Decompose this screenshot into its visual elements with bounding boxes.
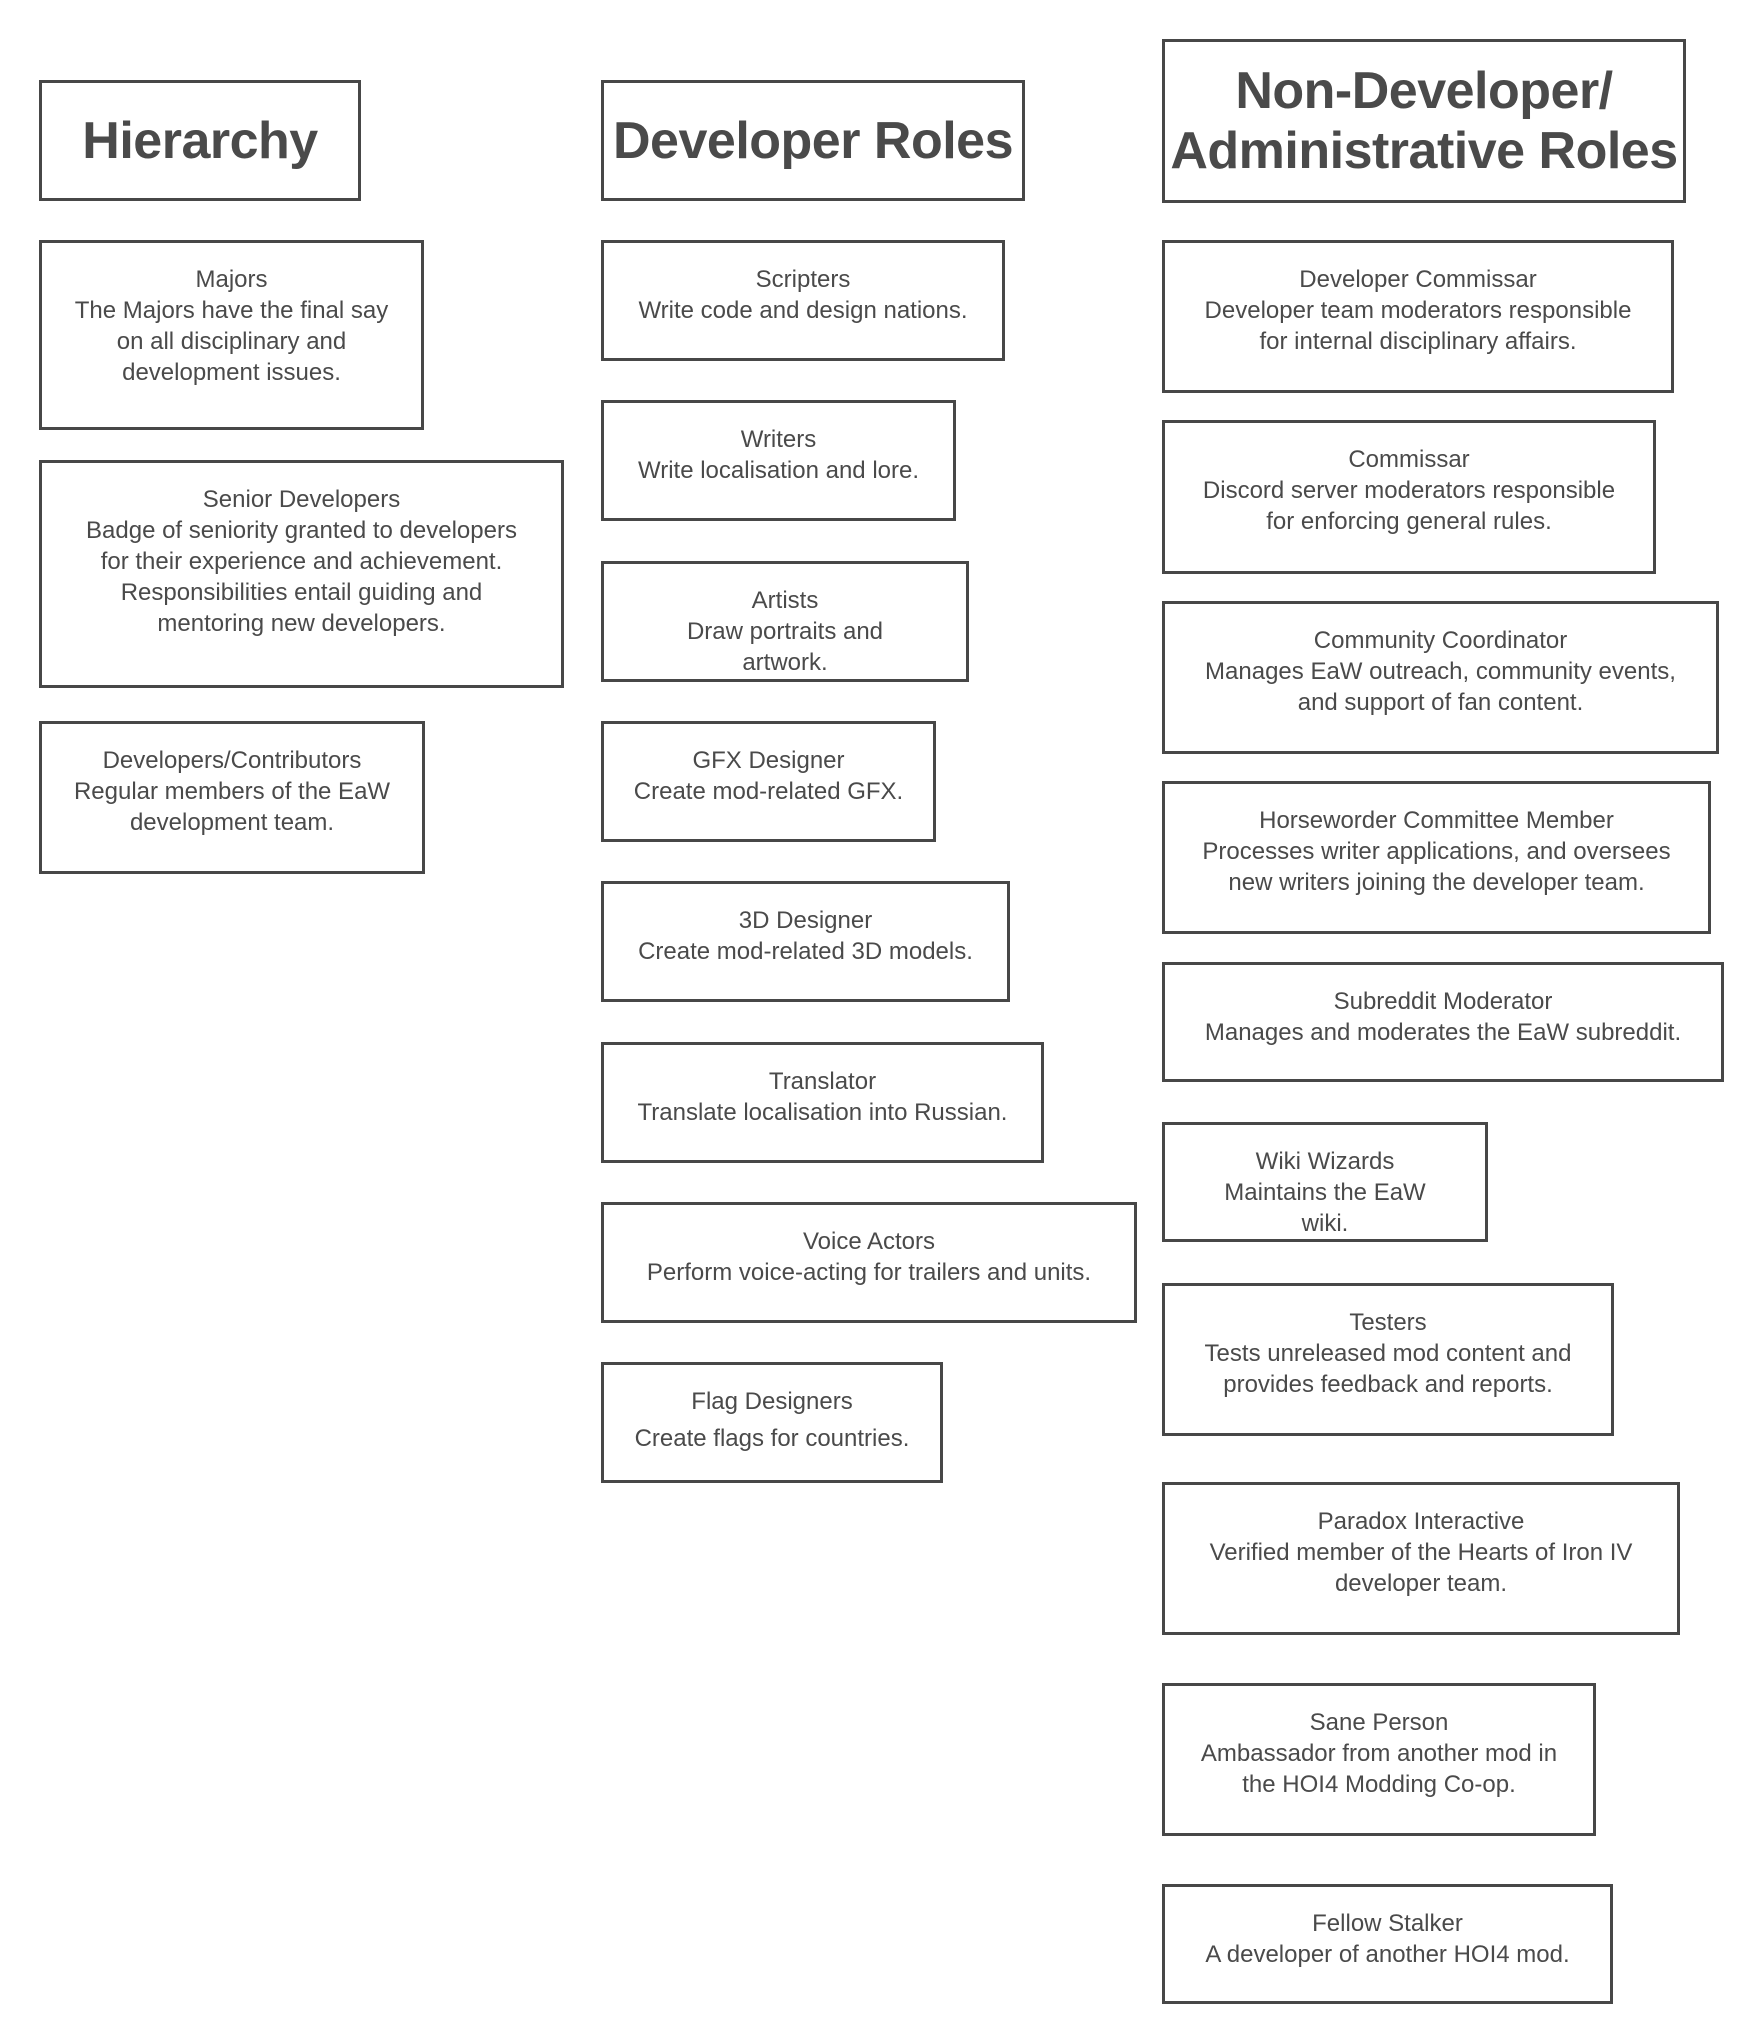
role-title: Scripters	[755, 266, 851, 293]
role-card	[601, 721, 936, 842]
role-card	[601, 1042, 1044, 1163]
role-title: Community Coordinator	[1313, 627, 1568, 654]
role-card	[39, 460, 564, 688]
role-card	[601, 1362, 943, 1483]
role-card	[1162, 420, 1656, 574]
role-title: Writers	[740, 426, 817, 453]
role-title: Sane Person	[1309, 1709, 1449, 1736]
role-description: Create mod-related GFX.	[633, 778, 904, 805]
role-title: Horseworder Committee Member	[1259, 807, 1614, 834]
role-card	[1162, 601, 1719, 754]
role-title: Majors	[195, 266, 268, 293]
role-description: Ambassador from another mod in the HOI4 Modding Co-op.	[1200, 1740, 1558, 1798]
role-description: Create mod-related 3D models.	[638, 938, 973, 965]
role-title: Translator	[768, 1068, 877, 1095]
role-card	[601, 881, 1010, 1002]
role-description: The Majors have the final say on all disciplinary and development issues.	[74, 297, 389, 386]
role-card	[1162, 240, 1674, 393]
role-description: Write code and design nations.	[638, 297, 968, 324]
role-card	[1162, 1683, 1596, 1836]
admin-roles-header: Non-Developer/ Administrative Roles	[1162, 39, 1686, 203]
role-title: Senior Developers	[202, 486, 401, 513]
role-card	[1162, 1122, 1488, 1242]
role-card	[1162, 1283, 1614, 1436]
role-card	[39, 240, 424, 430]
role-title: Flag Designers	[691, 1388, 853, 1415]
role-title: Testers	[1349, 1309, 1427, 1336]
role-description: Badge of seniority granted to developers for their experience and achievement. Responsibilities entail guiding and mentoring new developers.	[86, 517, 517, 637]
role-description: Draw portraits and artwork.	[686, 618, 884, 676]
role-card	[39, 721, 425, 874]
role-description: Processes writer applications, and oversees new writers joining the developer team.	[1202, 838, 1671, 896]
role-card	[1162, 1884, 1613, 2004]
role-description: Translate localisation into Russian.	[637, 1099, 1008, 1126]
role-card	[1162, 1482, 1680, 1635]
role-description: Create flags for countries.	[634, 1425, 910, 1452]
role-description: Manages EaW outreach, community events, and support of fan content.	[1205, 658, 1676, 716]
role-description: Write localisation and lore.	[637, 457, 920, 484]
role-title: Commissar	[1348, 446, 1470, 473]
role-title: Developers/Contributors	[102, 747, 362, 774]
role-description: Developer team moderators responsible for internal disciplinary affairs.	[1204, 297, 1632, 355]
role-card	[1162, 962, 1724, 1082]
role-title: Subreddit Moderator	[1333, 988, 1553, 1015]
role-description: Tests unreleased mod content and provides feedback and reports.	[1204, 1340, 1572, 1398]
role-card	[601, 1202, 1137, 1323]
role-card	[1162, 781, 1711, 934]
role-title: Artists	[751, 587, 819, 614]
role-title: Developer Commissar	[1299, 266, 1537, 293]
role-title: Fellow Stalker	[1312, 1910, 1463, 1937]
role-description: Maintains the EaW wiki.	[1224, 1179, 1426, 1237]
role-description: Perform voice-acting for trailers and units.	[646, 1259, 1092, 1286]
role-card	[601, 561, 969, 682]
role-description: A developer of another HOI4 mod.	[1205, 1941, 1570, 1968]
role-title: Wiki Wizards	[1255, 1148, 1395, 1175]
role-description: Discord server moderators responsible for enforcing general rules.	[1202, 477, 1616, 535]
role-description: Manages and moderates the EaW subreddit.	[1204, 1019, 1682, 1046]
hierarchy-header: Hierarchy	[39, 80, 361, 201]
role-title: 3D Designer	[738, 907, 873, 934]
role-card	[601, 240, 1005, 361]
role-title: Voice Actors	[802, 1228, 936, 1255]
role-description: Verified member of the Hearts of Iron IV developer team.	[1209, 1539, 1633, 1597]
role-description: Regular members of the EaW development team.	[73, 778, 391, 836]
developer-roles-header: Developer Roles	[601, 80, 1025, 201]
role-card	[601, 400, 956, 521]
role-title: Paradox Interactive	[1317, 1508, 1525, 1535]
role-title: GFX Designer	[692, 747, 845, 774]
